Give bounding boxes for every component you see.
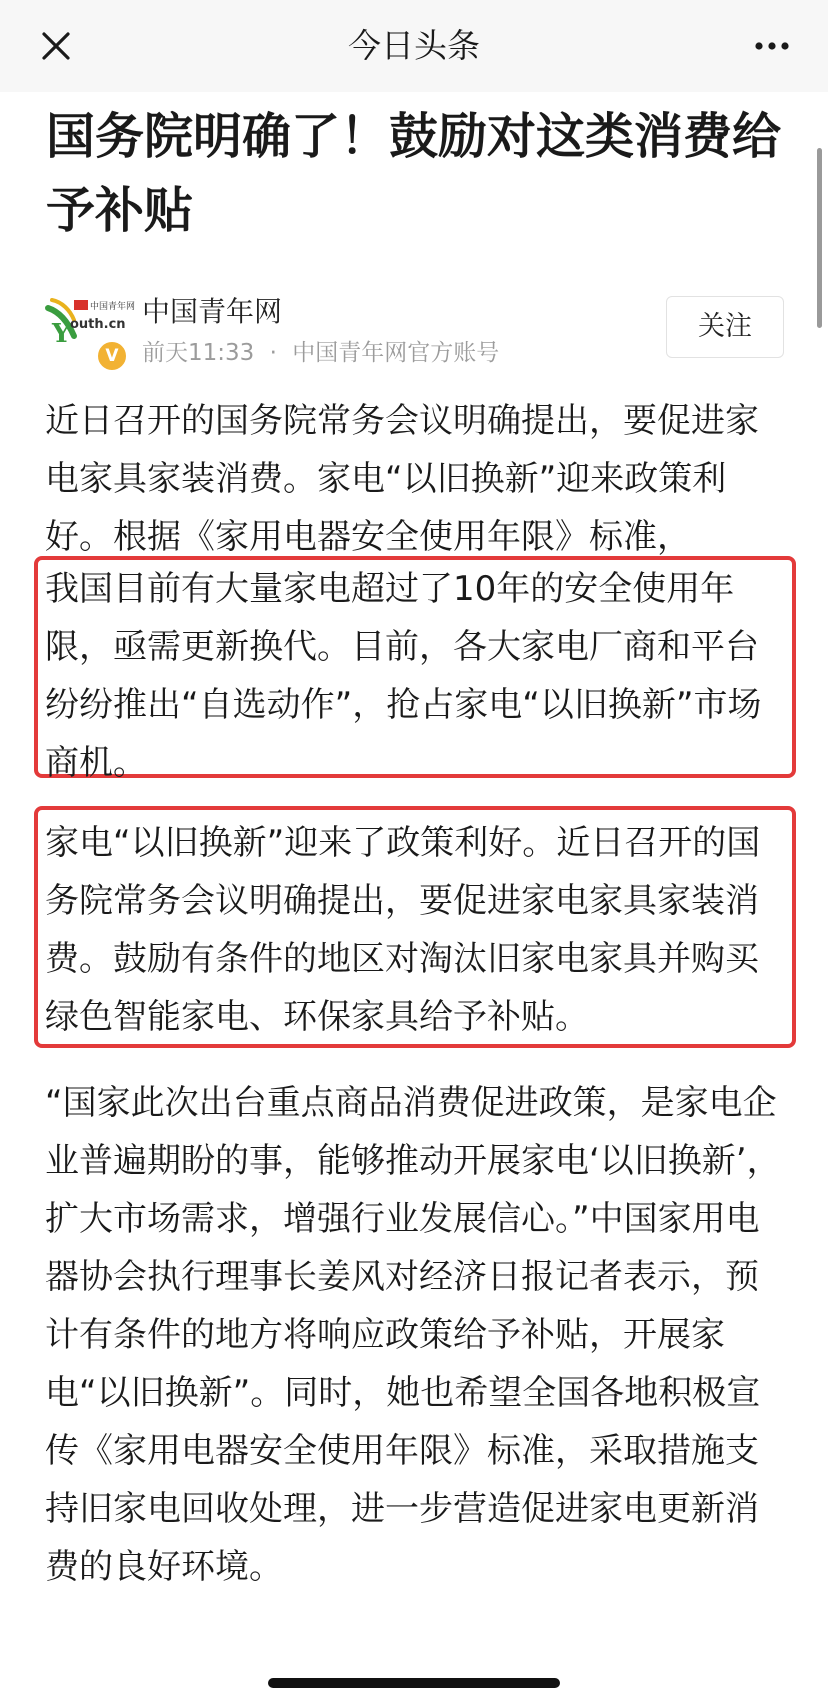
logo-url-text: outh.cn: [70, 317, 126, 332]
paragraph-3: 家电“以旧换新”迎来了政策利好。近日召开的国务院常务会议明确提出，要促进家电家具家装消费。鼓励有条件的地区对淘汰旧家电家具并购买绿色智能家电、环保家具给予补贴。: [45, 823, 761, 1037]
close-button[interactable]: [36, 26, 76, 66]
scrollbar-thumb[interactable]: [817, 148, 822, 328]
author-name[interactable]: 中国青年网: [142, 295, 283, 328]
logo-text: 中国青年网: [90, 302, 136, 312]
more-icon: [752, 26, 792, 66]
paragraph-2: 我国目前有大量家电超过了10年的安全使用年限，亟需更新换代。目前，各大家电厂商和平台纷纷推出“自选动作”，抢占家电“以旧换新”市场商机。: [45, 569, 762, 783]
paragraph-1: 近日召开的国务院常务会议明确提出，要促进家电家具家装消费。家电“以旧换新”迎来政策利好。根据《家用电器安全使用年限》标准，: [45, 401, 759, 557]
top-navigation-bar: [0, 0, 828, 92]
nav-title: 今日头条: [348, 26, 480, 65]
account-type: 中国青年网官方账号: [292, 340, 500, 366]
meta-separator: ·: [269, 340, 277, 366]
author-avatar[interactable]: [44, 294, 136, 366]
home-indicator[interactable]: [268, 1678, 560, 1688]
follow-button[interactable]: 关注: [666, 296, 784, 358]
more-options-button[interactable]: [752, 26, 792, 66]
logo-letter: Y: [52, 319, 71, 349]
author-meta: [142, 334, 499, 367]
paragraph-4: “国家此次出台重点商品消费促进政策，是家电企业普遍期盼的事，能够推动开展家电‘以旧换新’，扩大市场需求，增强行业发展信心。”中国家用电器协会执行理事长姜风对经济日报记者表示，预计有条件的地方将响应政策给予补贴，开展家电“以旧换新”。同时，她也希望全国各地积极宣传《家用电器安全使用年限》标准，采取措施支持旧家电回收处理，进一步营造促进家电更新消费的良好环境。: [45, 1083, 781, 1587]
verified-badge: V: [96, 340, 128, 372]
publish-time: 前天11:33: [142, 340, 255, 366]
article-title: 国务院明确了！鼓励对这类消费给予补贴: [46, 108, 782, 239]
close-icon: [36, 26, 76, 66]
author-row: [44, 288, 784, 368]
